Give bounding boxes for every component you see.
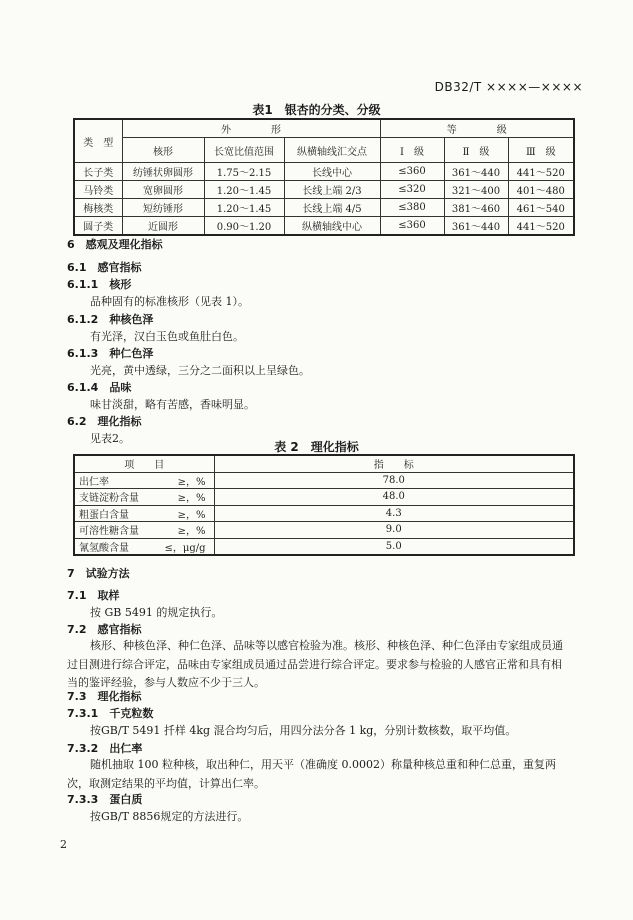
header-item: 项 目 [74,455,214,472]
header-value: 指 标 [214,455,574,472]
table-cell: 短纺锤形 [122,199,204,217]
table-cell-item [74,538,214,555]
table-row [74,489,574,506]
section-6-1-3-heading: 6.1.3 种仁色泽 [67,347,154,360]
header-shape-group: 外 形 [122,119,380,138]
table-row [74,505,574,522]
section-6-1-2-heading: 6.1.2 种核色泽 [67,313,154,326]
item-unit: ≥，% [177,476,206,488]
table-cell: ≤360 [380,217,444,236]
item-name: 粗蛋白含量 [79,509,129,521]
table-cell: 长线中心 [284,163,380,181]
section-7-2-text: 核形、种核色泽、种仁色泽、品味等以感官检验为准。核形、种核色泽、种仁色泽由专家组成员通过目测进行综合评定，品味由专家组成员通过品尝进行综合评定。要求参与检验的人感官正常和具有相当的鉴评经验，参与人数应不少于三人。 [67,639,563,689]
table-cell-item [74,472,214,489]
table-cell: 近圆形 [122,217,204,236]
item-unit: ≥，% [177,526,206,538]
table-cell: 441～520 [508,217,574,236]
table-cell: 361～440 [444,163,508,181]
table-cell-item [74,505,214,522]
table-cell-value: 78.0 [214,472,574,489]
section-6-1-2-text: 有光泽，汉白玉色或鱼肚白色。 [90,330,244,343]
header-cell: Ⅱ 级 [444,138,508,163]
section-6-2-heading: 6.2 理化指标 [67,415,142,428]
section-6-1-1-heading: 6.1.1 核形 [67,278,132,291]
table-row [74,522,574,539]
table-cell-item [74,489,214,506]
table-cell: ≤360 [380,163,444,181]
table-cell: 321～400 [444,181,508,199]
table-cell: 401～480 [508,181,574,199]
section-6-1-4-text: 味甘淡甜，略有苦感，香味明显。 [90,398,255,411]
table-row [74,163,574,181]
section-7-3-1-text: 按GB/T 5491 扦样 4kg 混合均匀后，用四分法分各 1 kg，分别计数核数，取平均值。 [90,724,517,737]
section-6-1-3-text: 光亮，黄中透绿，三分之二面积以上呈绿色。 [90,364,310,377]
section-6-1-4-heading: 6.1.4 品味 [67,381,132,394]
page-number: 2 [60,838,67,851]
table-cell: 461～540 [508,199,574,217]
table-cell: 长线上端 2/3 [284,181,380,199]
table-cell: 马铃类 [74,181,122,199]
table-row [74,199,574,217]
section-7-3-2-text: 随机抽取 100 粒种核，取出种仁，用天平（准确度 0.0002）称量种核总重和种仁总重，重复两次，取测定结果的平均值，计算出仁率。 [67,758,556,790]
section-7-3-2-heading: 7.3.2 出仁率 [67,742,143,755]
section-6-heading: 6 感观及理化指标 [67,238,163,251]
item-name: 可溶性糖含量 [79,526,139,538]
table2-caption: 表 2 理化指标 [274,440,359,454]
table-cell: ≤320 [380,181,444,199]
header-cell: 纵横轴线汇交点 [284,138,380,163]
header-cell: Ⅰ 级 [380,138,444,163]
item-name: 支链淀粉含量 [79,493,139,505]
table-cell: 宽卵圆形 [122,181,204,199]
header-cell: Ⅲ 级 [508,138,574,163]
header-grade-group: 等 级 [380,119,574,138]
table-cell: 长线上端 4/5 [284,199,380,217]
classification-table [73,118,575,236]
section-7-heading: 7 试验方法 [67,567,130,580]
section-7-3-3-heading: 7.3.3 蛋白质 [67,793,143,806]
table-cell-item [74,522,214,539]
header-cell: 核形 [122,138,204,163]
table-cell-value: 48.0 [214,489,574,506]
table-cell-value: 4.3 [214,505,574,522]
table-cell: 361～440 [444,217,508,236]
table-row [74,538,574,555]
header-category: 类 型 [74,119,122,163]
table-cell: ≤380 [380,199,444,217]
section-6-2-text: 见表2。 [90,432,130,445]
section-7-2-heading: 7.2 感官指标 [67,623,142,636]
table-cell: 梅核类 [74,199,122,217]
item-name: 氰氢酸含量 [79,542,129,554]
table-cell: 圆子类 [74,217,122,236]
section-6-1-1-text: 品种固有的标准核形（见表 1）。 [90,295,249,308]
section-7-3-3-text: 按GB/T 8856规定的方法进行。 [90,810,249,823]
table-cell: 441～520 [508,163,574,181]
table-cell-value: 9.0 [214,522,574,539]
table-cell: 1.20～1.45 [204,199,284,217]
header-cell: 长宽比值范围 [204,138,284,163]
item-unit: ≥，% [177,509,206,521]
section-6-1-heading: 6.1 感官指标 [67,261,142,274]
table-row [74,217,574,236]
document-code: DB32/T ××××—×××× [434,80,583,94]
item-unit: ≤，μg/g [164,542,206,554]
section-7-1-heading: 7.1 取样 [67,589,120,602]
table-cell: 纵横轴线中心 [284,217,380,236]
table-cell: 纺锤状卵圆形 [122,163,204,181]
table-cell: 0.90～1.20 [204,217,284,236]
table-cell: 1.20～1.45 [204,181,284,199]
section-7-3-1-heading: 7.3.1 千克粒数 [67,707,154,720]
section-7-3-heading: 7.3 理化指标 [67,690,142,703]
table-row [74,472,574,489]
table-row [74,181,574,199]
item-name: 出仁率 [79,476,109,488]
physicochemical-table [73,454,575,556]
table1-caption: 表1 银杏的分类、分级 [252,103,381,117]
table-cell: 381～460 [444,199,508,217]
table-cell: 长子类 [74,163,122,181]
item-unit: ≥，% [177,493,206,505]
table-cell-value: 5.0 [214,538,574,555]
section-7-1-text: 按 GB 5491 的规定执行。 [90,606,223,619]
table-cell: 1.75～2.15 [204,163,284,181]
